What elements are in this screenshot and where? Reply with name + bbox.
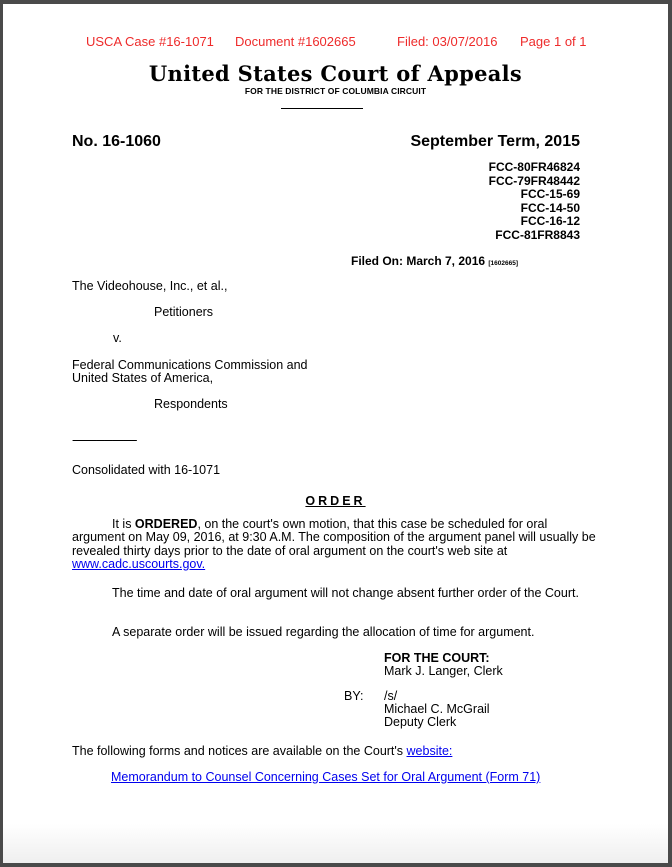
filed-on-date: Filed On: March 7, 2016	[351, 254, 486, 268]
stamp-page-count: Page 1 of 1	[520, 34, 587, 49]
respondent-line-2: United States of America,	[72, 371, 214, 385]
filed-document-number: [1602665]	[488, 260, 519, 267]
deputy-name: Michael C. McGrail	[384, 702, 490, 716]
signature-mark: /s/	[384, 689, 398, 703]
order-paragraph-3	[72, 626, 602, 639]
court-subtitle: FOR THE DISTRICT OF COLUMBIA CIRCUIT	[244, 86, 427, 96]
agency-ref: FCC-79FR48442	[488, 173, 580, 188]
order-paragraph-1	[72, 518, 602, 571]
stamp-document-number: Document #1602665	[235, 34, 356, 49]
p3-text: A separate order will be issued regarding the allocation of time for argument.	[112, 625, 535, 639]
website-link[interactable]: website:	[406, 744, 453, 758]
document-page	[3, 4, 668, 863]
stamp-filed-date: Filed: 03/07/2016	[397, 34, 498, 49]
case-number: No. 16-1060	[72, 133, 161, 150]
consolidated-note: Consolidated with 16-1071	[72, 463, 221, 477]
respondent-line-1: Federal Communications Commission and	[72, 358, 308, 372]
p1-ordered: ORDERED	[134, 517, 198, 531]
versus: v.	[113, 331, 122, 345]
agency-ref: FCC-16-12	[520, 214, 580, 228]
stamp-case-number: USCA Case #16-1071	[86, 34, 214, 49]
signature-deputy	[384, 690, 490, 729]
clerk-name: Mark J. Langer, Clerk	[384, 664, 503, 678]
filed-on-line	[351, 254, 518, 268]
header-rule	[281, 108, 363, 109]
forms-notice	[72, 745, 452, 758]
agency-ref: FCC-14-50	[520, 200, 580, 215]
agency-ref: FCC-81FR8843	[495, 227, 580, 242]
p2-text: The time and date of oral argument will not change absent further order of the Court.	[112, 586, 579, 600]
by-label: BY:	[344, 689, 364, 703]
agency-reference-list	[489, 161, 580, 242]
caption-separator: ------------------------	[72, 433, 136, 447]
petitioner-role: Petitioners	[154, 305, 214, 319]
court-website-link[interactable]: www.cadc.uscourts.gov.	[72, 556, 206, 571]
agency-ref: FCC-15-69	[520, 187, 580, 201]
court-term: September Term, 2015	[410, 133, 580, 150]
deputy-title: Deputy Clerk	[384, 715, 457, 729]
petitioner-name: The Videohouse, Inc., et al.,	[72, 279, 228, 293]
for-the-court-label: FOR THE COURT:	[384, 651, 490, 665]
respondent-role: Respondents	[154, 397, 228, 411]
order-heading: ORDER	[305, 494, 366, 508]
court-name-heading: United States Court of Appeals	[148, 61, 523, 86]
signature-for-court	[384, 652, 503, 678]
p1-prefix: It is	[112, 517, 135, 531]
order-paragraph-2	[72, 587, 602, 600]
forms-notice-text: The following forms and notices are available on the Court's	[72, 744, 407, 758]
agency-ref: FCC-80FR46824	[488, 160, 580, 174]
memorandum-form-71-link[interactable]: Memorandum to Counsel Concerning Cases Set for Oral Argument (Form 71)	[111, 770, 541, 784]
p1-text: , on the court's own motion, that this case be scheduled for oral argument on May 09, 2016, at 9:30 A.M. The composition of the argument panel will usually be revealed thirty days prior to the date of oral argument on the court's web site at	[72, 517, 596, 558]
